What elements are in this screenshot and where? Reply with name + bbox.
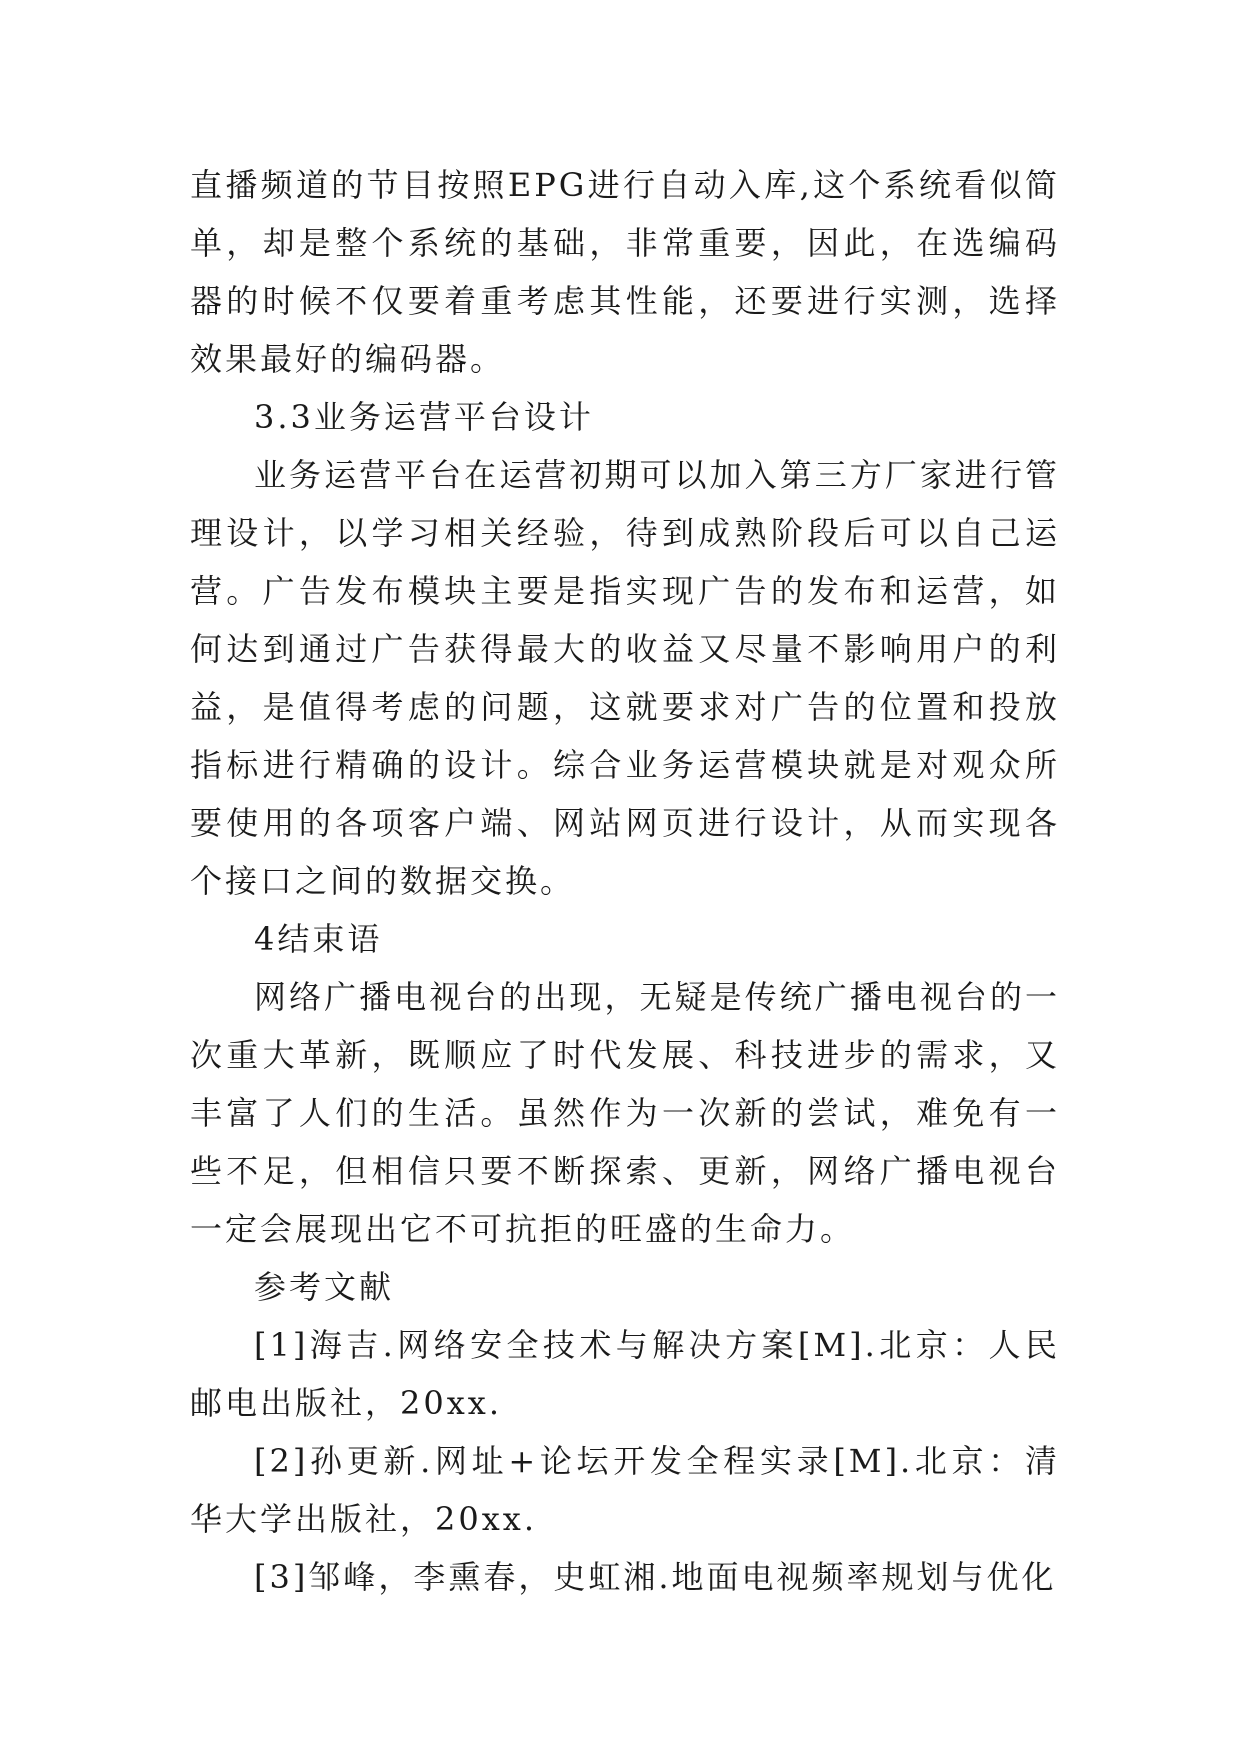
section-heading-3-3: 3.3业务运营平台设计 [254, 398, 594, 436]
document-page [190, 156, 1060, 1606]
reference-item-2: [2]孙更新.网址+论坛开发全程实录[M].北京：清华大学出版社，20xx. [190, 1442, 1060, 1538]
reference-item-3: [3]邹峰，李熏春，史虹湘.地面电视频率规划与优化 [254, 1558, 1057, 1596]
section-heading-conclusion: 4结束语 [254, 920, 383, 958]
paragraph-encoder-selection: 直播频道的节目按照EPG进行自动入库,这个系统看似简单，却是整个系统的基础，非常重要，因此，在选编码器的时候不仅要着重考虑其性能，还要进行实测，选择效果最好的编码器。 [190, 166, 1060, 378]
paragraph-conclusion: 网络广播电视台的出现，无疑是传统广播电视台的一次重大革新，既顺应了时代发展、科技进步的需求，又丰富了人们的生活。虽然作为一次新的尝试，难免有一些不足，但相信只要不断探索、更新，网络广播电视台一定会展现出它不可抗拒的旺盛的生命力。 [190, 978, 1060, 1248]
paragraph-business-platform: 业务运营平台在运营初期可以加入第三方厂家进行管理设计，以学习相关经验，待到成熟阶段后可以自己运营。广告发布模块主要是指实现广告的发布和运营，如何达到通过广告获得最大的收益又尽量不影响用户的利益，是值得考虑的问题，这就要求对广告的位置和投放指标进行精确的设计。综合业务运营模块就是对观众所要使用的各项客户端、网站网页进行设计，从而实现各个接口之间的数据交换。 [190, 456, 1060, 900]
references-heading: 参考文献 [254, 1268, 395, 1306]
reference-item-1: [1]海吉.网络安全技术与解决方案[M].北京：人民邮电出版社，20xx. [190, 1326, 1060, 1422]
